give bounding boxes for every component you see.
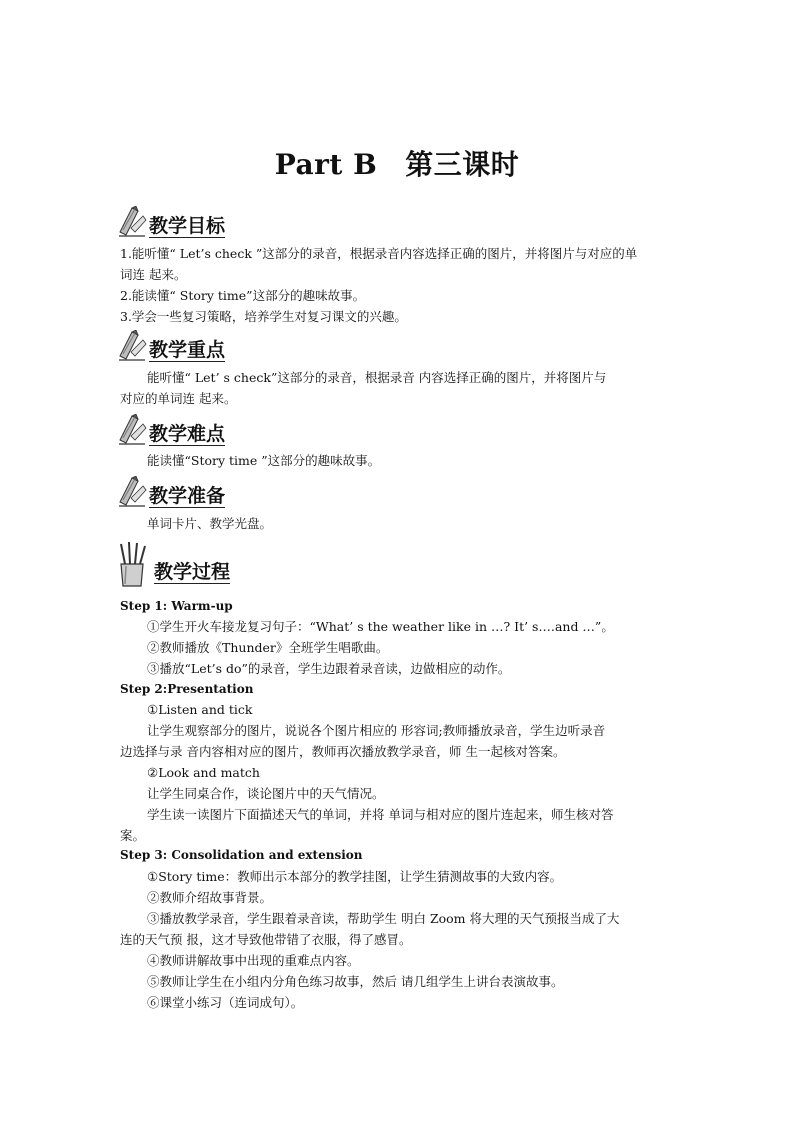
key-line: 对应的单词连 起来。 [120,391,237,406]
goals-line: 词连 起来。 [120,267,187,282]
prep-line: 单词卡片、教学光盘。 [147,516,273,531]
difficult-line: 能读懂“Story time ”这部分的趣味故事。 [147,453,381,468]
step-line: 边选择与录 音内容相对应的图片，教师再次播放教学录音，师 生一起核对答案。 [120,744,566,759]
goals-line: 1.能听懂“ Let’s check ”这部分的录音，根据录音内容选择正确的图片，并将图片与对应的单 [120,246,638,261]
step-line: ③播放教学录音，学生跟着录音读，帮助学生 明白 Zoom 将大理的天气预报当成了大 [147,911,620,926]
step-title: Step 1: Warm-up [120,599,233,613]
section-heading: 教学难点 [149,423,226,445]
step-line: ②教师介绍故事背景。 [147,890,273,905]
pencil-icon [117,414,149,446]
step-line: 学生读一读图片下面描述天气的单词，并将 单词与相对应的图片连起来，师生核对答 [147,807,614,822]
step-line: 连的天气预 报，这才导致他带错了衣服，得了感冒。 [120,932,412,947]
section-heading: 教学准备 [149,485,226,507]
step-line: ②教师播放《Thunder》全班学生唱歌曲。 [147,640,389,655]
page-title [0,143,794,183]
step-line: ④教师讲解故事中出现的重难点内容。 [147,953,360,968]
step-line: 让学生同桌合作，谈论图片中的天气情况。 [147,786,385,801]
step-line: ⑥课堂小练习（连词成句）。 [147,995,304,1010]
section-heading: 教学过程 [154,561,231,583]
pencil-cup-icon [117,542,151,588]
section-heading: 教学重点 [149,339,226,361]
step-line: 让学生观察部分的图片，说说各个图片相应的 形容词;教师播放录音，学生边听录音 [147,723,606,738]
section-heading: 教学目标 [149,215,226,237]
step-line: ③播放“Let’s do”的录音，学生边跟着录音读，边做相应的动作。 [147,661,511,676]
pencil-icon [117,330,149,362]
goals-line: 3.学会一些复习策略，培养学生对复习课文的兴趣。 [120,309,407,324]
step-line: ⑤教师让学生在小组内分角色练习故事，然后 请几组学生上讲台表演故事。 [147,974,564,989]
step-title: Step 2:Presentation [120,682,254,696]
key-line: 能听懂“ Let’ s check”这部分的录音，根据录音 内容选择正确的图片，并将图片与 [147,370,607,385]
step-line: ①学生开火车接龙复习句子：“What’ s the weather like in …? It’ s.…and …”。 [147,619,614,634]
title-lesson: 第三课时 [405,148,520,181]
step-line: 案。 [120,828,146,843]
step-line: ②Look and match [147,765,260,780]
pencil-icon [117,206,149,238]
pencil-icon [117,476,149,508]
title-part: Part B [274,148,378,181]
step-title: Step 3: Consolidation and extension [120,848,363,862]
step-line: ①Story time：教师出示本部分的教学挂图，让学生猜测故事的大致内容。 [147,869,563,884]
step-line: ①Listen and tick [147,702,253,717]
goals-line: 2.能读懂“ Story time”这部分的趣味故事。 [120,288,366,303]
